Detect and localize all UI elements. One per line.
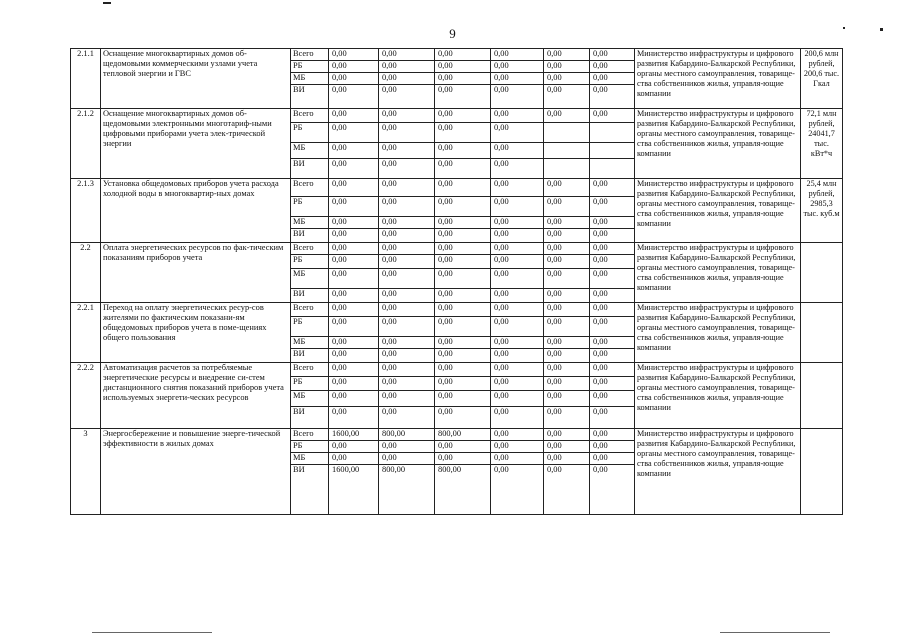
funding-value: 0,00 [590,109,635,123]
funding-value: 0,00 [379,109,435,123]
funding-value: 0,00 [379,349,435,363]
funding-value: 0,00 [590,217,635,229]
funding-source: ВИ [291,407,329,429]
measure-code: 2.2.2 [71,363,101,429]
funding-value: 0,00 [590,317,635,337]
funding-value: 0,00 [329,217,379,229]
funding-value: 0,00 [329,197,379,217]
funding-value: 0,00 [544,269,590,289]
page-number: 9 [449,26,456,41]
funding-value: 0,00 [329,109,379,123]
funding-value: 0,00 [329,269,379,289]
funding-value: 0,00 [329,289,379,303]
funding-value: 0,00 [590,453,635,465]
funding-value: 0,00 [544,85,590,109]
funding-value: 0,00 [544,49,590,61]
expected-result: 25,4 млн рублей, 2985,3 тыс. куб.м [801,179,843,243]
funding-value: 0,00 [379,85,435,109]
funding-value: 0,00 [435,123,491,143]
funding-value: 0,00 [435,391,491,407]
measure-code: 2.1.1 [71,49,101,109]
funding-value: 0,00 [491,61,544,73]
funding-source: ВИ [291,229,329,243]
funding-value: 0,00 [435,363,491,377]
funding-value: 0,00 [329,143,379,159]
funding-value: 0,00 [379,317,435,337]
expected-result: 72,1 млн рублей, 24041,7 тыс. кВт*ч [801,109,843,179]
funding-value: 0,00 [590,229,635,243]
measure-name: Оснащение многоквартирных домов об-щедомовыми электронными многотариф-ными цифровыми приборами учета элек-трической энергии [101,109,291,179]
table-row [71,429,843,441]
responsible-executor: Министерство инфраструктуры и цифрового развития Кабардино-Балкарской Республики, органы местного самоуправления, товарище-ства собственников жилья, управля-ющие компании [635,303,801,363]
funding-value: 0,00 [544,289,590,303]
program-measures-table [70,48,843,515]
funding-value: 0,00 [491,363,544,377]
funding-source: Всего [291,49,329,61]
funding-value: 0,00 [379,337,435,349]
funding-value: 0,00 [379,407,435,429]
funding-value: 0,00 [590,303,635,317]
funding-value: 0,00 [329,391,379,407]
funding-value: 0,00 [379,377,435,391]
funding-source: Всего [291,303,329,317]
responsible-executor: Министерство инфраструктуры и цифрового развития Кабардино-Балкарской Республики, органы местного самоуправления, товарище-ства собственников жилья, управля-ющие компании [635,243,801,303]
funding-source: Всего [291,429,329,441]
funding-source: РБ [291,61,329,73]
table-row [71,109,843,123]
funding-value [544,143,590,159]
funding-value: 0,00 [329,61,379,73]
funding-source: МБ [291,269,329,289]
table-row [71,179,843,197]
table-row [71,243,843,255]
funding-source: МБ [291,337,329,349]
funding-value: 0,00 [544,377,590,391]
funding-value: 0,00 [329,317,379,337]
table-row [71,363,843,377]
funding-value: 1600,00 [329,465,379,515]
funding-value: 0,00 [491,377,544,391]
funding-value: 0,00 [435,407,491,429]
funding-source: Всего [291,243,329,255]
funding-value: 0,00 [590,349,635,363]
funding-value: 0,00 [329,85,379,109]
funding-value: 0,00 [544,465,590,515]
funding-value: 800,00 [435,465,491,515]
funding-value: 0,00 [491,303,544,317]
funding-value [544,159,590,179]
funding-value: 0,00 [544,349,590,363]
funding-value: 0,00 [379,73,435,85]
funding-source: ВИ [291,349,329,363]
funding-value: 0,00 [590,289,635,303]
funding-value: 0,00 [379,179,435,197]
funding-source: МБ [291,391,329,407]
funding-value: 0,00 [379,453,435,465]
measure-code: 3 [71,429,101,515]
funding-value: 0,00 [491,441,544,453]
funding-value: 0,00 [435,441,491,453]
funding-value: 0,00 [435,243,491,255]
funding-value: 0,00 [491,143,544,159]
funding-value: 0,00 [329,363,379,377]
funding-value: 0,00 [544,73,590,85]
funding-value: 0,00 [590,85,635,109]
funding-value: 0,00 [379,441,435,453]
funding-value: 0,00 [435,317,491,337]
funding-value: 0,00 [590,429,635,441]
funding-value: 800,00 [379,429,435,441]
funding-value: 0,00 [590,179,635,197]
funding-source: Всего [291,363,329,377]
funding-value: 0,00 [590,255,635,269]
measure-name: Оснащение многоквартирных домов об-щедомовыми коммерческими узлами учета тепловой энергии и ГВС [101,49,291,109]
funding-value: 0,00 [435,109,491,123]
funding-value: 0,00 [590,61,635,73]
funding-source: ВИ [291,289,329,303]
measure-name: Переход на оплату энергетических ресур-сов жителями по фактическим показани-ям общедомовых приборов учета в поме-щениях общего пользования [101,303,291,363]
funding-source: МБ [291,143,329,159]
funding-value: 0,00 [544,453,590,465]
funding-value: 0,00 [491,453,544,465]
funding-value: 0,00 [435,49,491,61]
funding-source: РБ [291,123,329,143]
funding-value: 0,00 [590,269,635,289]
measure-name: Автоматизация расчетов за потребляемые энергетические ресурсы и внедрение си-стем дистанционного снятия показаний приборов учета используемых энергети-ческих ресурсов [101,363,291,429]
funding-value: 0,00 [379,243,435,255]
funding-value: 0,00 [435,159,491,179]
expected-result [801,363,843,429]
funding-value: 0,00 [491,85,544,109]
funding-value: 0,00 [379,159,435,179]
funding-value: 0,00 [435,229,491,243]
funding-value: 0,00 [435,179,491,197]
funding-value: 0,00 [491,243,544,255]
funding-value: 0,00 [329,123,379,143]
funding-value [544,123,590,143]
funding-value: 0,00 [435,289,491,303]
scan-mark-top-left [103,2,111,4]
funding-value: 0,00 [491,317,544,337]
funding-value: 0,00 [544,229,590,243]
funding-value: 0,00 [544,179,590,197]
funding-source: ВИ [291,85,329,109]
funding-value: 0,00 [329,159,379,179]
funding-source: РБ [291,441,329,453]
funding-value: 0,00 [329,441,379,453]
funding-value: 0,00 [544,317,590,337]
funding-value: 0,00 [590,73,635,85]
funding-value: 0,00 [491,179,544,197]
funding-value: 0,00 [491,109,544,123]
funding-source: РБ [291,255,329,269]
funding-value: 0,00 [435,349,491,363]
funding-source: РБ [291,317,329,337]
funding-value: 0,00 [590,363,635,377]
funding-value: 0,00 [379,217,435,229]
funding-source: ВИ [291,159,329,179]
funding-value: 0,00 [544,337,590,349]
bottom-rule-left [92,632,212,633]
funding-value: 0,00 [329,179,379,197]
funding-value: 1600,00 [329,429,379,441]
funding-value: 0,00 [379,255,435,269]
funding-value: 0,00 [435,269,491,289]
funding-value: 800,00 [435,429,491,441]
funding-value: 0,00 [491,349,544,363]
table-row [71,303,843,317]
funding-value: 0,00 [379,303,435,317]
responsible-executor: Министерство инфраструктуры и цифрового развития Кабардино-Балкарской Республики, органы местного самоуправления, товарище-ства собственников жилья, управля-ющие компании [635,179,801,243]
funding-value: 0,00 [590,197,635,217]
measure-code: 2.2 [71,243,101,303]
funding-value: 0,00 [544,109,590,123]
funding-source: РБ [291,377,329,391]
funding-value: 0,00 [379,289,435,303]
funding-value: 0,00 [379,123,435,143]
expected-result [801,429,843,515]
measure-code: 2.1.3 [71,179,101,243]
bottom-rule-right [720,632,830,633]
funding-value: 0,00 [491,289,544,303]
funding-value: 0,00 [435,453,491,465]
measure-name: Установка общедомовых приборов учета расхода холодной воды в многоквартир-ных домах [101,179,291,243]
funding-value: 0,00 [435,61,491,73]
funding-value: 0,00 [329,407,379,429]
funding-value: 0,00 [491,465,544,515]
funding-value: 0,00 [435,217,491,229]
funding-value: 0,00 [590,337,635,349]
funding-value: 0,00 [590,407,635,429]
funding-value: 0,00 [590,465,635,515]
funding-source: ВИ [291,465,329,515]
measure-name: Оплата энергетических ресурсов по фак-тическим показаниям приборов учета [101,243,291,303]
funding-value: 0,00 [329,73,379,85]
responsible-executor: Министерство инфраструктуры и цифрового развития Кабардино-Балкарской Республики, органы местного самоуправления, товарище-ства собственников жилья, управля-ющие компании [635,49,801,109]
funding-value: 0,00 [491,229,544,243]
funding-value: 0,00 [590,441,635,453]
funding-value: 0,00 [329,377,379,391]
responsible-executor: Министерство инфраструктуры и цифрового развития Кабардино-Балкарской Республики, органы местного самоуправления, товарище-ства собственников жилья, управля-ющие компании [635,363,801,429]
funding-value: 0,00 [491,407,544,429]
funding-value: 0,00 [544,407,590,429]
funding-value: 0,00 [435,377,491,391]
funding-value: 0,00 [491,123,544,143]
funding-value: 0,00 [491,159,544,179]
responsible-executor: Министерство инфраструктуры и цифрового развития Кабардино-Балкарской Республики, органы местного самоуправления, товарище-ства собственников жилья, управля-ющие компании [635,109,801,179]
funding-value: 0,00 [491,217,544,229]
funding-value [590,123,635,143]
measure-code: 2.2.1 [71,303,101,363]
funding-value: 0,00 [491,391,544,407]
funding-value: 0,00 [379,391,435,407]
funding-value: 0,00 [491,269,544,289]
funding-value: 0,00 [329,349,379,363]
funding-value: 800,00 [379,465,435,515]
funding-value: 0,00 [544,243,590,255]
funding-value: 0,00 [544,363,590,377]
funding-value: 0,00 [544,255,590,269]
funding-value: 0,00 [491,197,544,217]
funding-value: 0,00 [544,197,590,217]
funding-value: 0,00 [491,255,544,269]
funding-value: 0,00 [435,73,491,85]
funding-value: 0,00 [329,337,379,349]
funding-value: 0,00 [435,255,491,269]
funding-value: 0,00 [544,61,590,73]
funding-value: 0,00 [590,49,635,61]
responsible-executor: Министерство инфраструктуры и цифрового развития Кабардино-Балкарской Республики, органы местного самоуправления, товарище-ства собственников жилья, управля-ющие компании [635,429,801,515]
funding-source: Всего [291,179,329,197]
funding-value: 0,00 [590,243,635,255]
funding-value: 0,00 [491,49,544,61]
funding-value: 0,00 [329,303,379,317]
funding-value: 0,00 [379,363,435,377]
funding-value: 0,00 [435,337,491,349]
funding-value: 0,00 [329,49,379,61]
funding-source: МБ [291,217,329,229]
funding-value: 0,00 [329,453,379,465]
funding-source: МБ [291,453,329,465]
funding-value: 0,00 [544,429,590,441]
funding-value [590,143,635,159]
funding-source: МБ [291,73,329,85]
funding-value: 0,00 [491,73,544,85]
funding-value: 0,00 [379,61,435,73]
funding-value: 0,00 [379,197,435,217]
funding-value: 0,00 [435,197,491,217]
funding-source: Всего [291,109,329,123]
funding-value: 0,00 [590,377,635,391]
expected-result [801,303,843,363]
table-row [71,49,843,61]
funding-value: 0,00 [379,229,435,243]
expected-result: 200,6 млн рублей, 200,6 тыс. Гкал [801,49,843,109]
funding-value: 0,00 [544,441,590,453]
funding-value: 0,00 [544,217,590,229]
funding-value: 0,00 [491,337,544,349]
funding-value: 0,00 [329,243,379,255]
funding-value: 0,00 [329,229,379,243]
funding-value: 0,00 [379,49,435,61]
funding-value: 0,00 [435,85,491,109]
funding-value: 0,00 [379,269,435,289]
measure-code: 2.1.2 [71,109,101,179]
funding-value [590,159,635,179]
funding-value: 0,00 [379,143,435,159]
funding-value: 0,00 [590,391,635,407]
funding-value: 0,00 [544,391,590,407]
funding-value: 0,00 [491,429,544,441]
funding-source: РБ [291,197,329,217]
expected-result [801,243,843,303]
funding-value: 0,00 [329,255,379,269]
funding-value: 0,00 [544,303,590,317]
measure-name: Энергосбережение и повышение энерге-тической эффективности в жилых домах [101,429,291,515]
funding-value: 0,00 [435,303,491,317]
funding-value: 0,00 [435,143,491,159]
